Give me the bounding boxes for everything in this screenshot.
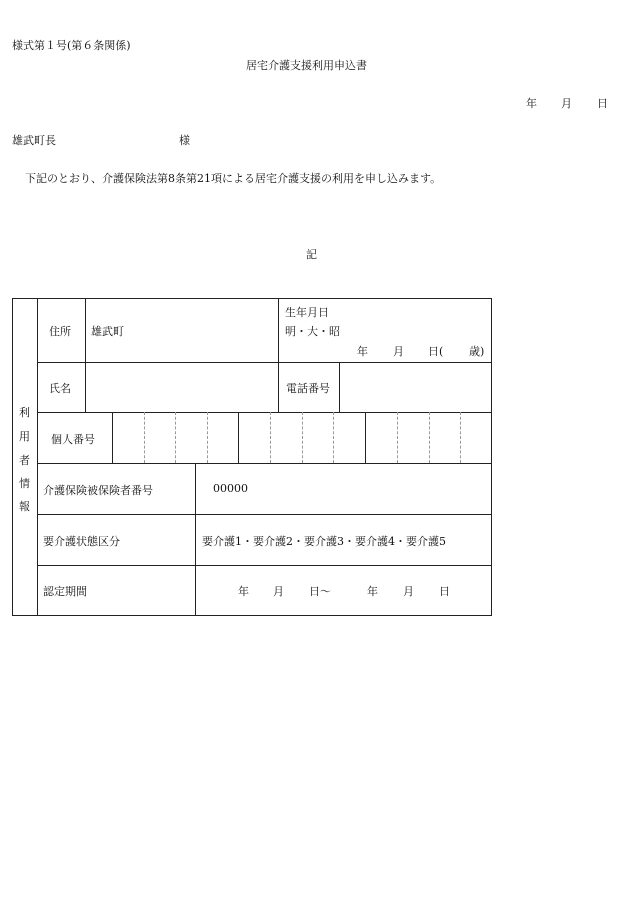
period-end-day: 日 [439,585,450,598]
section-char: 情 [19,477,30,490]
divider [339,362,340,412]
period-start-month: 月 [273,585,284,598]
period-start-day: 日～ [309,585,331,598]
era-options[interactable]: 明・大・昭 [285,325,340,338]
table-border [12,298,492,616]
section-char: 者 [19,454,30,467]
digit-divider [429,412,430,463]
divider [37,412,492,413]
mynumber-label: 個人番号 [51,433,95,446]
digit-divider [460,412,461,463]
honorific: 様 [179,134,190,147]
digit-divider [144,412,145,463]
divider [112,412,113,463]
period-end-month: 月 [403,585,414,598]
insured-number-value[interactable]: 00000 [213,482,248,495]
digit-divider [397,412,398,463]
section-char: 報 [19,500,30,513]
digit-divider [207,412,208,463]
divider [37,298,38,616]
insured-number-label: 介護保険被保険者番号 [43,484,153,497]
section-label-user-info [12,298,37,616]
period-start-year: 年 [238,585,249,598]
date-year: 年 [526,97,537,110]
birthdate-label: 生年月日 [285,306,329,319]
digit-divider [175,412,176,463]
addressee: 雄武町長 [12,134,56,147]
applicant-info-table [12,298,492,616]
period-label: 認定期間 [43,585,87,598]
section-char: 用 [19,430,30,443]
divider [37,565,492,566]
ki-label: 記 [306,248,317,261]
address-value[interactable]: 雄武町 [91,325,124,338]
digit-divider [270,412,271,463]
phone-label: 電話番号 [286,382,330,395]
body-text: 下記のとおり、介護保険法第8条第21項による居宅介護支援の利用を申し込みます。 [25,172,442,185]
divider [238,412,239,463]
divider [278,298,279,412]
birth-year: 年 [357,345,368,358]
divider [37,514,492,515]
age-label: 歳) [469,345,485,358]
digit-divider [302,412,303,463]
date-day: 日 [597,97,608,110]
divider [37,362,492,363]
divider [365,412,366,463]
form-number: 様式第１号(第６条関係) [12,39,131,52]
divider [85,298,86,412]
name-label: 氏名 [49,382,71,395]
digit-divider [333,412,334,463]
care-level-label: 要介護状態区分 [43,535,120,548]
section-char: 利 [19,406,30,419]
divider [195,463,196,616]
address-label: 住所 [49,325,71,338]
birth-month: 月 [393,345,404,358]
birth-day: 日( [428,345,444,358]
divider [37,463,492,464]
period-end-year: 年 [367,585,378,598]
care-level-options[interactable]: 要介護1・要介護2・要介護3・要介護4・要介護5 [202,535,446,548]
form-title: 居宅介護支援利用申込書 [246,59,367,72]
date-month: 月 [561,97,572,110]
